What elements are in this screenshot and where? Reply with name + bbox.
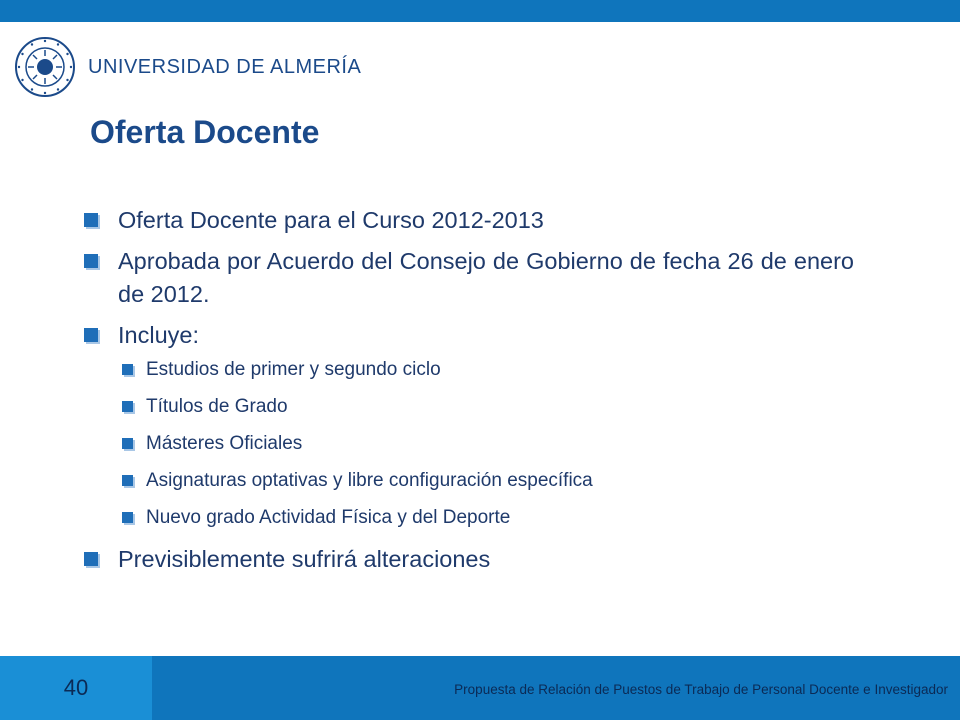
- square-bullet-icon: [122, 512, 133, 523]
- bullet-list: [84, 204, 854, 576]
- sub-bullet-text: Másteres Oficiales: [146, 433, 303, 454]
- sub-bullet-item: [118, 395, 854, 419]
- sub-bullet-item: [118, 506, 854, 530]
- bullet-text: Oferta Docente para el Curso 2012-2013: [118, 207, 544, 233]
- bullet-item: [84, 319, 854, 530]
- sub-bullet-item: [118, 358, 854, 382]
- bullet-text: Previsiblemente sufrirá alteraciones: [118, 546, 491, 572]
- footer-bar: [0, 656, 960, 720]
- sub-bullet-text: Asignaturas optativas y libre configuración específica: [146, 470, 593, 491]
- square-bullet-icon: [122, 401, 133, 412]
- bullet-text: Incluye:: [118, 322, 199, 348]
- square-bullet-icon: [122, 438, 133, 449]
- square-bullet-icon: [84, 328, 98, 342]
- square-bullet-icon: [122, 364, 133, 375]
- sub-bullet-text: Títulos de Grado: [146, 396, 288, 417]
- sub-bullet-item: [118, 432, 854, 456]
- university-name: UNIVERSIDAD DE ALMERÍA: [88, 55, 362, 78]
- university-logo: [14, 36, 361, 98]
- footer-text: Propuesta de Relación de Puestos de Trabajo de Personal Docente e Investigador: [454, 682, 948, 697]
- bullet-item: [84, 543, 854, 576]
- university-seal-icon: [14, 36, 76, 98]
- square-bullet-icon: [84, 552, 98, 566]
- sub-bullet-list: [118, 358, 854, 530]
- square-bullet-icon: [122, 475, 133, 486]
- page-number: 40: [0, 656, 152, 720]
- sub-bullet-item: [118, 469, 854, 493]
- slide-content: [84, 204, 854, 584]
- square-bullet-icon: [84, 254, 98, 268]
- sub-bullet-text: Nuevo grado Actividad Física y del Deporte: [146, 507, 511, 528]
- sub-bullet-text: Estudios de primer y segundo ciclo: [146, 359, 441, 380]
- bullet-item: [84, 245, 854, 311]
- slide-title: Oferta Docente: [90, 114, 320, 150]
- square-bullet-icon: [84, 213, 98, 227]
- bullet-text: Aprobada por Acuerdo del Consejo de Gobierno de fecha 26 de enero de 2012.: [118, 248, 854, 307]
- top-bar: [0, 0, 960, 22]
- bullet-item: [84, 204, 854, 237]
